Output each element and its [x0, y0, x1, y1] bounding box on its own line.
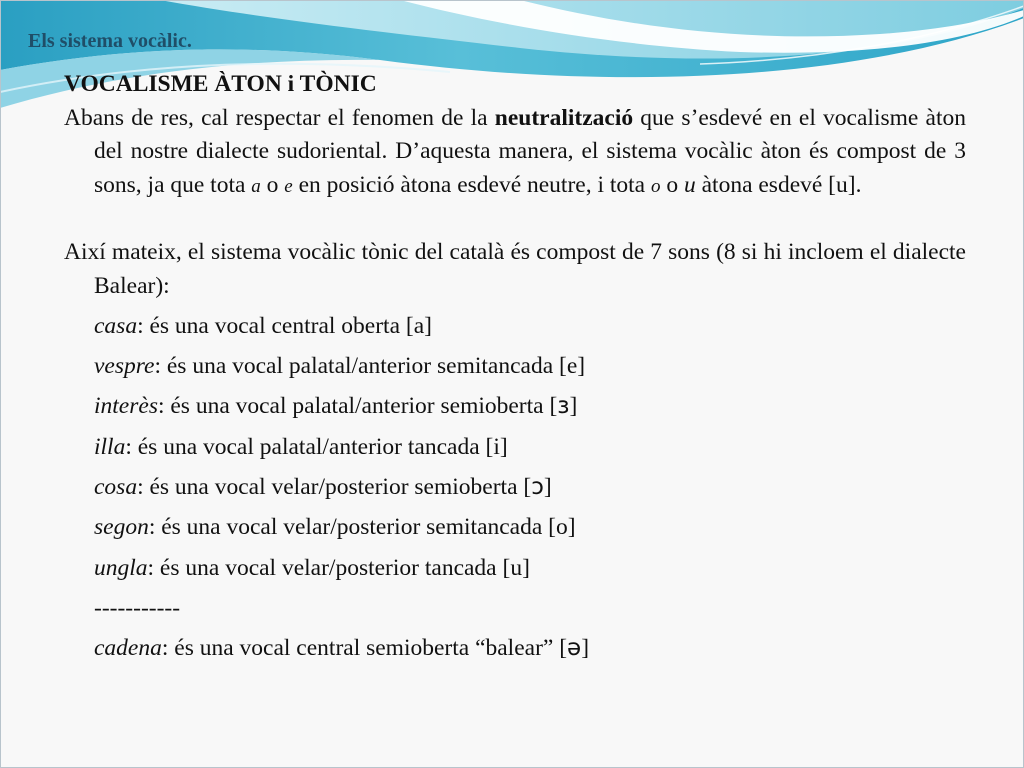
vowel-item [94, 310, 966, 344]
vowel-description: : és una vocal palatal/anterior semioberta [ [157, 393, 558, 420]
vowel-description: : és una vocal central oberta [a] [137, 312, 432, 339]
example-word: ungla [94, 554, 148, 581]
vowel-list [64, 310, 966, 585]
slide-content [64, 68, 966, 666]
example-word: illa [94, 433, 126, 460]
example-word: interès [94, 393, 158, 420]
atonic-text: en posició àtona esdevé neutre, i tota [292, 171, 651, 198]
vowel-item [94, 511, 966, 545]
example-word: segon [94, 514, 149, 541]
atonic-text: àtona esdevé [u]. [695, 171, 862, 198]
vowel-item [94, 552, 966, 586]
atonic-text: o [660, 171, 684, 198]
example-word: casa [94, 312, 138, 339]
example-word: vespre [94, 353, 155, 380]
atonic-text: o [260, 171, 285, 198]
vowel-letter-u: u [683, 171, 696, 198]
vowel-item [94, 390, 966, 424]
vowel-description: : és una vocal palatal/anterior semitancada [e] [154, 353, 586, 380]
slide-title: Els sistema vocàlic. [28, 30, 192, 52]
example-word: cosa [94, 473, 138, 500]
vowel-description: : és una vocal velar/posterior semitancada [o] [148, 514, 576, 541]
vowel-description: : és una vocal central semioberta “balear” [ [161, 635, 568, 662]
closing-bracket: ] [569, 393, 578, 420]
tonic-paragraph: Així mateix, el sistema vocàlic tònic del català és compost de 7 sons (8 si hi incloem el dialecte Balear): [64, 239, 966, 299]
atonic-text: que s’esdevé en el vocalisme àton del nostre dialecte sudoriental. D’aquesta manera, el sistema vocàlic àton és compost de 3 sons, ja que tota [94, 104, 966, 198]
vowel-item [94, 471, 966, 505]
section-heading: VOCALISME ÀTON i TÒNIC [64, 71, 377, 97]
vowel-description: : és una vocal velar/posterior tancada [u] [147, 554, 530, 581]
vowel-item [94, 350, 966, 384]
atonic-paragraph [64, 102, 966, 204]
ipa-symbol: ɔ [531, 473, 544, 500]
balear-vowel-item [94, 632, 966, 666]
vowel-letter-a: a [251, 175, 261, 197]
vowel-letter-e: e [284, 175, 293, 197]
closing-bracket: ] [581, 635, 590, 662]
neutralitzacio-term: neutralització [494, 104, 634, 131]
vowel-letter-o: o [650, 175, 661, 197]
vowel-item [94, 431, 966, 465]
ipa-symbol: ə [567, 635, 582, 662]
vowel-description: : és una vocal palatal/anterior tancada [i] [125, 433, 508, 460]
closing-bracket: ] [543, 473, 552, 500]
separator-line: ----------- [94, 594, 181, 621]
vowel-description: : és una vocal velar/posterior semioberta [ [137, 473, 532, 500]
atonic-text: Abans de res, cal respectar el fenomen de la [64, 104, 495, 131]
ipa-symbol: ɜ [557, 393, 570, 420]
example-word: cadena [94, 635, 162, 662]
